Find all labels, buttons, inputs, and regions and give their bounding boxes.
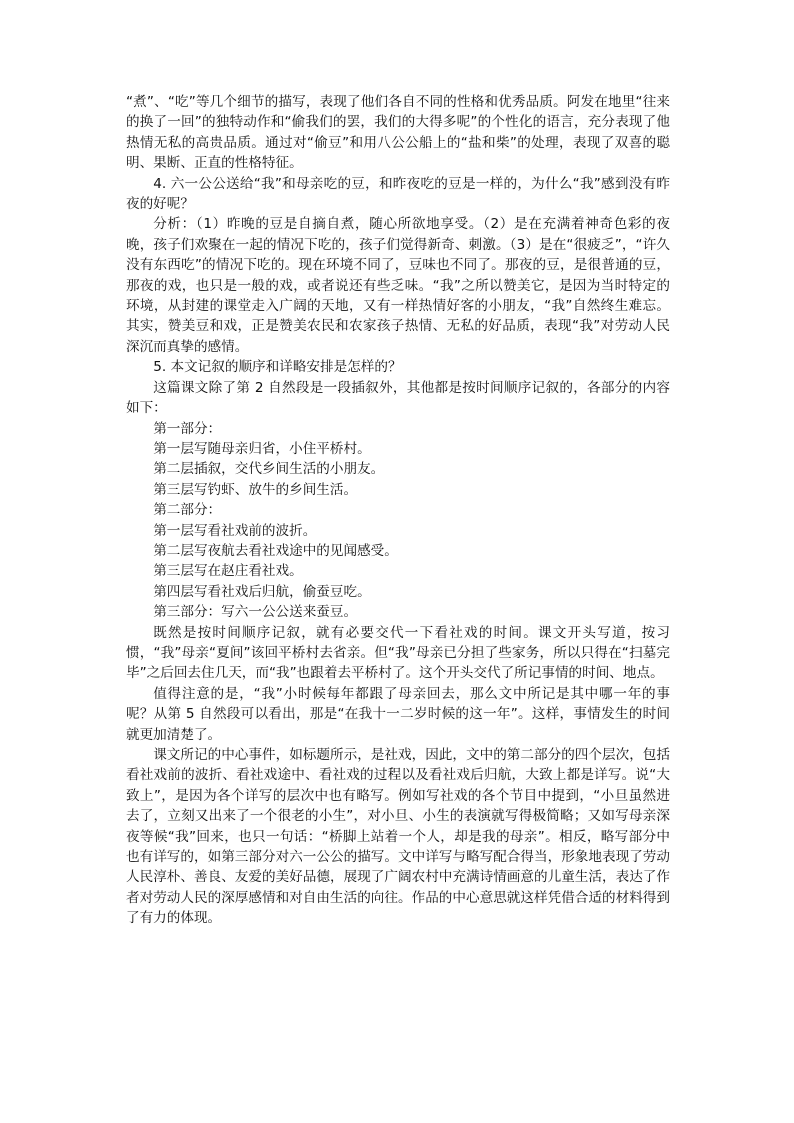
paragraph-time-setting: 既然是按时间顺序记叙，就有必要交代一下看社戏的时间。课文开头写道，按习惯，“我”母亲“夏间”该回平桥村去省亲。但“我”母亲已分担了些家务，所以只得在“扫墓完毕”之后回去住几天，而“我”也跟着去平桥村了。这个开头交代了所记事情的时间、地点。	[126, 624, 670, 682]
part-2-heading: 第二部分：	[153, 502, 222, 519]
part-2-layer-2: 第二层写夜航去看社戏途中的见闻感受。	[153, 542, 398, 559]
part-2-layer-3: 第三层写在赵庄看社戏。	[153, 563, 303, 580]
part-1-heading: 第一部分：	[153, 420, 222, 437]
part-2-layer-4: 第四层写看社戏后归航，偷蚕豆吃。	[153, 583, 371, 600]
part-1-layer-3: 第三层写钓虾、放牛的乡间生活。	[153, 481, 358, 498]
paragraph-detail-brevity: 课文所记的中心事件，如标题所示，是社戏，因此，文中的第二部分的四个层次，包括看社戏前的波折、看社戏途中、看社戏的过程以及看社戏后归航，大致上都是详写。说“大致上”，是因为各个详写的层次中也有略写。例如写社戏的各个节目中提到，“小旦虽然进去了，立刻又出来了一个很老的小生”，对小旦、小生的表演就写得极简略；又如写母亲深夜等候“我”回来，也只一句话：“桥脚上站着一个人，却是我的母亲”。相反，略写部分中也有详写的，如第三部分对六一公公的描写。文中详写与略写配合得当，形象地表现了劳动人民淳朴、善良、友爱的美好品德，展现了广阔农村中充满诗情画意的儿童生活，表达了作者对劳动人民的深厚感情和对自由生活的向往。作品的中心意思就这样凭借合适的材料得到了有力的体现。	[126, 747, 670, 927]
question-5: 5. 本文记叙的顺序和详略安排是怎样的？	[153, 359, 402, 376]
analysis-4: 分析：（1）昨晚的豆是自摘自煮，随心所欲地享受。（2）是在充满着神奇色彩的夜晚，孩子们欢聚在一起的情况下吃的，孩子们觉得新奇、刺激。（3）是在“很疲乏”，“许久没有东西吃”的情况下吃的。现在环境不同了，豆味也不同了。那夜的豆，是很普通的豆，那夜的戏，也只是一般的戏，或者说还有些乏味。“我”之所以赞美它，是因为当时特定的环境，从封建的课堂走入广阔的天地，又有一样热情好客的小朋友，“我”自然终生难忘。其实，赞美豆和戏，正是赞美农民和农家孩子热情、无私的好品质，表现“我”对劳动人民深沉而真挚的感情。	[126, 216, 670, 355]
part-2-layer-1: 第一层写看社戏前的波折。	[153, 522, 317, 539]
document-page	[126, 92, 670, 929]
paragraph-which-year: 值得注意的是，“我”小时候每年都跟了母亲回去，那么文中所记是其中哪一年的事呢？从第 5 自然段可以看出，那是“在我十一二岁时候的这一年”。这样，事情发生的时间就更加清楚了。	[126, 685, 670, 743]
part-3: 第三部分：写六一公公送来蚕豆。	[153, 604, 358, 621]
question-4: 4. 六一公公送给“我”和母亲吃的豆，和昨夜吃的豆是一样的，为什么“我”感到没有昨夜的好呢？	[126, 175, 670, 213]
paragraph-characters: “煮”、“吃”等几个细节的描写，表现了他们各自不同的性格和优秀品质。阿发在地里“往来的换了一回”的独特动作和“偷我们的罢，我们的大得多呢”的个性化的语言，充分表现了他热情无私的高贵品质。通过对“偷豆”和用八公公船上的“盐和柴”的处理，表现了双喜的聪明、果断、正直的性格特征。	[126, 94, 670, 172]
part-1-layer-2: 第二层插叙，交代乡间生活的小朋友。	[153, 461, 385, 478]
paragraph-structure-intro: 这篇课文除了第 2 自然段是一段插叙外，其他都是按时间顺序记叙的，各部分的内容如下：	[126, 379, 670, 417]
part-1-layer-1: 第一层写随母亲归省，小住平桥村。	[153, 440, 371, 457]
